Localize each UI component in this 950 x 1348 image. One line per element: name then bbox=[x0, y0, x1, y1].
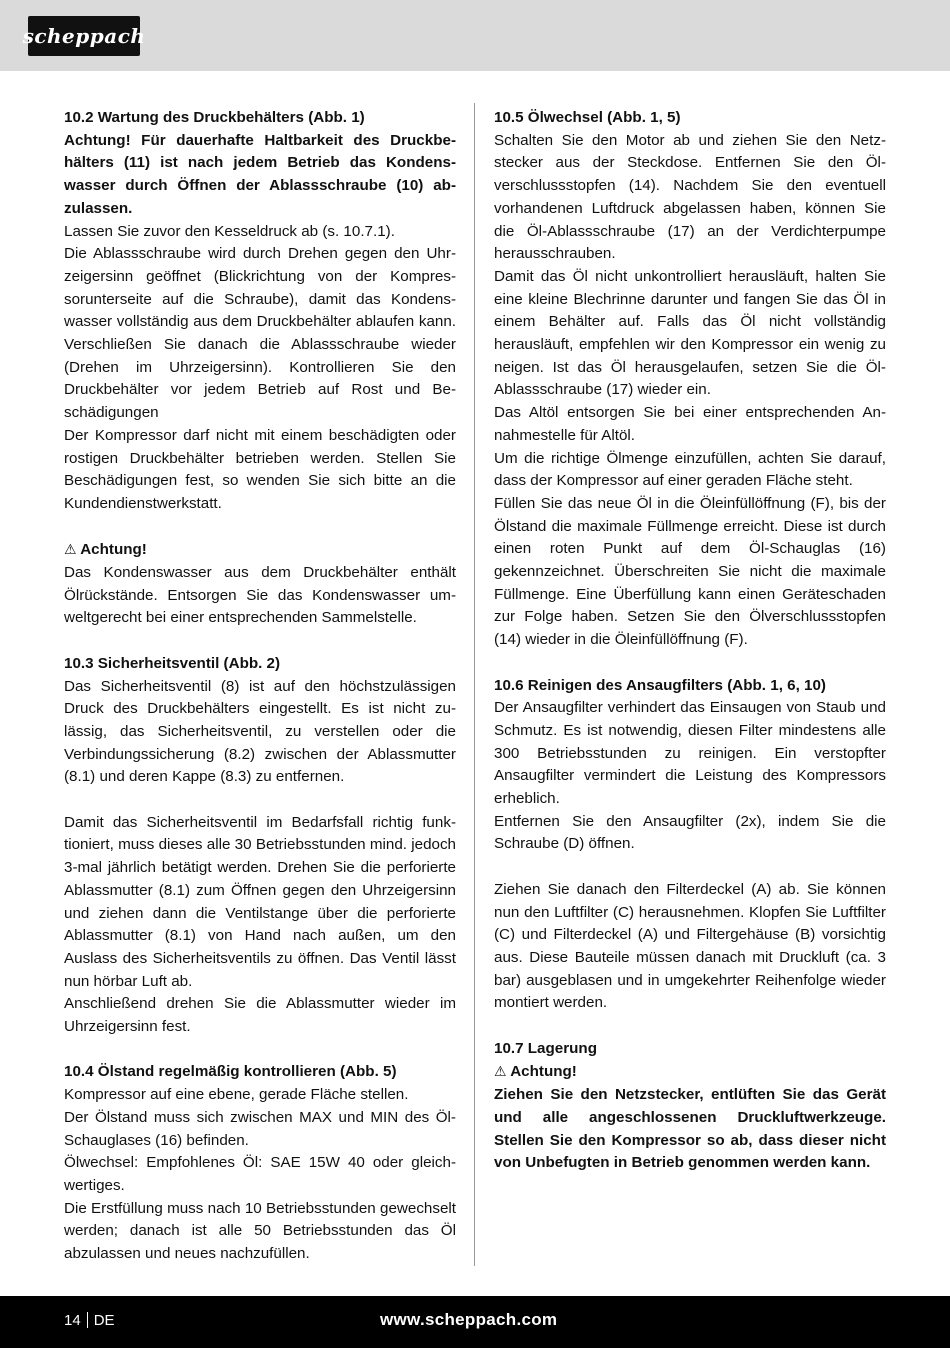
paragraph: Damit das Öl nicht unkontrolliert herausläuft, halten Sie eine kleine Blechrinne darunter und fangen Sie das Öl in einem Behälter auf. Falls das Öl nicht vollständig herausläuft, empfehlen wir den Kompressor ein wenig zu neigen. Ist das Öl herausgelaufen, setzen Sie die Öl-Ablassschraube (17) wieder ein. bbox=[494, 267, 886, 399]
paragraph: Das Altöl entsorgen Sie bei einer entsprechenden Annahmestelle für Altöl. bbox=[494, 404, 886, 444]
section-title-10-2: 10.2 Wartung des Druckbehälters (Abb. 1) bbox=[64, 109, 365, 126]
column-divider bbox=[474, 103, 475, 1266]
page-header bbox=[0, 0, 950, 71]
right-column bbox=[494, 107, 886, 1175]
paragraph: Die Erstfüllung muss nach 10 Betriebsstunden gewechselt werden; danach ist alle 50 Betriebsstunden das Öl abzulassen und neues nachzufüllen. bbox=[64, 1199, 456, 1263]
paragraph: Der Ölstand muss sich zwischen MAX und MIN des Öl-Schauglases (16) befinden. bbox=[64, 1108, 456, 1149]
alert-heading: ⚠ Achtung! bbox=[64, 541, 147, 559]
paragraph: Ölwechsel: Empfohlenes Öl: SAE 15W 40 oder gleichwertiges. bbox=[64, 1154, 456, 1194]
language-code: DE bbox=[93, 1312, 115, 1329]
paragraph: Das Sicherheitsventil (8) ist auf den höchstzulässigen Druck des Druckbehälters eingestellt. Es ist nicht zulässig, das Sicherheitsventil, zu verstellen oder die Verbindungssicherung (8.2) zwischen der Ablassmutter (8.1) und deren Kappe (8.3) zu entfernen. bbox=[64, 677, 456, 786]
section-title-10-5: 10.5 Ölwechsel (Abb. 1, 5) bbox=[494, 109, 681, 126]
section-title-10-3: 10.3 Sicherheitsventil (Abb. 2) bbox=[64, 654, 281, 672]
paragraph: Füllen Sie das neue Öl in die Öleinfüllöffnung (F), bis der Ölstand die maximale Füllmenge erreicht. Diese ist durch einen roten Punkt auf dem Öl-Schauglas (16) gekennzeichnet. Überschreiten Sie nicht die maximale Füllmenge. Eine Überfüllung kann einen Geräteschaden zur Folge haben. Setzen Sie den Ölverschlussstopfen (14) wieder in die Öleinfüllöffnung (F). bbox=[494, 494, 886, 649]
paragraph: Damit das Sicherheitsventil im Bedarfsfall richtig funktioniert, muss dieses alle 30 Betriebsstunden mind. jedoch 3-mal jährlich betätigt werden. Drehen Sie die perforierte Ablassmutter (8.1) zum Öffnen gegen den Uhrzeigersinn und ziehen dann die Ventilstange über die perforierte Ablassmutter (8.1) von Hand nach außen, um den Auslass des Sicherheitsventils zu öffnen. Das Ventil lässt nun hörbar Luft ab. bbox=[64, 813, 456, 990]
paragraph: Entfernen Sie den Ansaugfilter (2x), indem Sie die Schraube (D) öffnen. bbox=[494, 812, 886, 853]
page-number: 14 DE bbox=[64, 1312, 115, 1329]
paragraph: Der Kompressor darf nicht mit einem beschädigten oder rostigen Druckbehälter betrieben werden. Stellen Sie Beschädigungen fest, so wenden Sie sich bitte an die Kundendienstwerkstatt. bbox=[64, 426, 456, 512]
section-title-10-6: 10.6 Reinigen des Ansaugfilters (Abb. 1, 6, 10) bbox=[494, 676, 826, 694]
paragraph: Die Ablassschraube wird durch Drehen gegen den Uhrzeigersinn geöffnet (Blickrichtung von der Kompressorunterseite auf die Schraube), damit das Kondenswasser vollständig aus dem Druckbehälter ablaufen kann. Verschließen Sie danach die Ablassschraube wieder (Drehen im Uhrzeigersinn). Kontrollieren Sie den Druckbehälter vor jedem Betrieb auf Rost und Beschädigungen bbox=[64, 245, 456, 422]
warning-triangle-icon: ⚠ bbox=[494, 1063, 507, 1080]
alert-heading: ⚠ Achtung! bbox=[494, 1063, 577, 1081]
page-footer bbox=[0, 1296, 950, 1348]
warning-text: Ziehen Sie den Netzstecker, entlüften Sie das Gerät und alle angeschlossenen Druckluftwerkzeuge. Stellen Sie den Kompressor so ab, dass dieser nicht von Unbefugten in Betrieb genommen werden kann. bbox=[494, 1086, 886, 1172]
paragraph: Ziehen Sie danach den Filterdeckel (A) ab. Sie können nun den Luftfilter (C) herausnehmen. Klopfen Sie Luftfilter (C) und Filterdeckel (A) und Filtergehäuse (B) vorsichtig aus. Diese Bauteile müssen danach mit Druckluft (ca. 3 bar) ausgeblasen und in umgekehrter Reihenfolge wieder montiert werden. bbox=[494, 880, 886, 1012]
alert-text: Das Kondenswasser aus dem Druckbehälter enthält Ölrückstände. Entsorgen Sie das Kondenswasser umweltgerecht bei einer entsprechenden Sammelstelle. bbox=[64, 564, 456, 627]
logo-text: scheppach bbox=[22, 24, 146, 48]
paragraph: Kompressor auf eine ebene, gerade Fläche stellen. bbox=[64, 1086, 409, 1104]
paragraph: Lassen Sie zuvor den Kesseldruck ab (s. 10.7.1). bbox=[64, 222, 395, 240]
website-url: www.scheppach.com bbox=[380, 1310, 558, 1329]
paragraph: Schalten Sie den Motor ab und ziehen Sie den Netzstecker aus der Steckdose. Entfernen Sie den Ölverschlussstopfen (14). Nachdem Sie den eventuell vorhandenen Luftdruck abgelassen haben, können Sie die Öl-Ablassschraube (17) an der Verdichterpumpe herausschrauben. bbox=[494, 131, 886, 263]
warning-text: Achtung! Für dauerhafte Haltbarkeit des Druckbehälters (11) ist nach jedem Betrieb das Kondenswasser durch Öffnen der Ablassschraube (10) abzulassen. bbox=[64, 131, 456, 217]
paragraph: Der Ansaugfilter verhindert das Einsaugen von Staub und Schmutz. Es ist notwendig, diesen Filter mindestens alle 300 Betriebsstunden zu reinigen. Ein verstopfter Ansaugfilter vermindert die Leistung des Kompressors erheblich. bbox=[494, 699, 886, 808]
warning-triangle-icon: ⚠ bbox=[64, 541, 77, 558]
left-column bbox=[64, 107, 456, 1266]
section-title-10-7: 10.7 Lagerung bbox=[494, 1039, 597, 1057]
brand-logo bbox=[22, 16, 146, 56]
paragraph: Um die richtige Ölmenge einzufüllen, achten Sie darauf, dass der Kompressor auf einer geraden Fläche steht. bbox=[494, 449, 886, 490]
section-title-10-4: 10.4 Ölstand regelmäßig kontrollieren (Abb. 5) bbox=[64, 1063, 397, 1081]
paragraph: Anschließend drehen Sie die Ablassmutter wieder im Uhrzeigersinn fest. bbox=[64, 995, 456, 1036]
